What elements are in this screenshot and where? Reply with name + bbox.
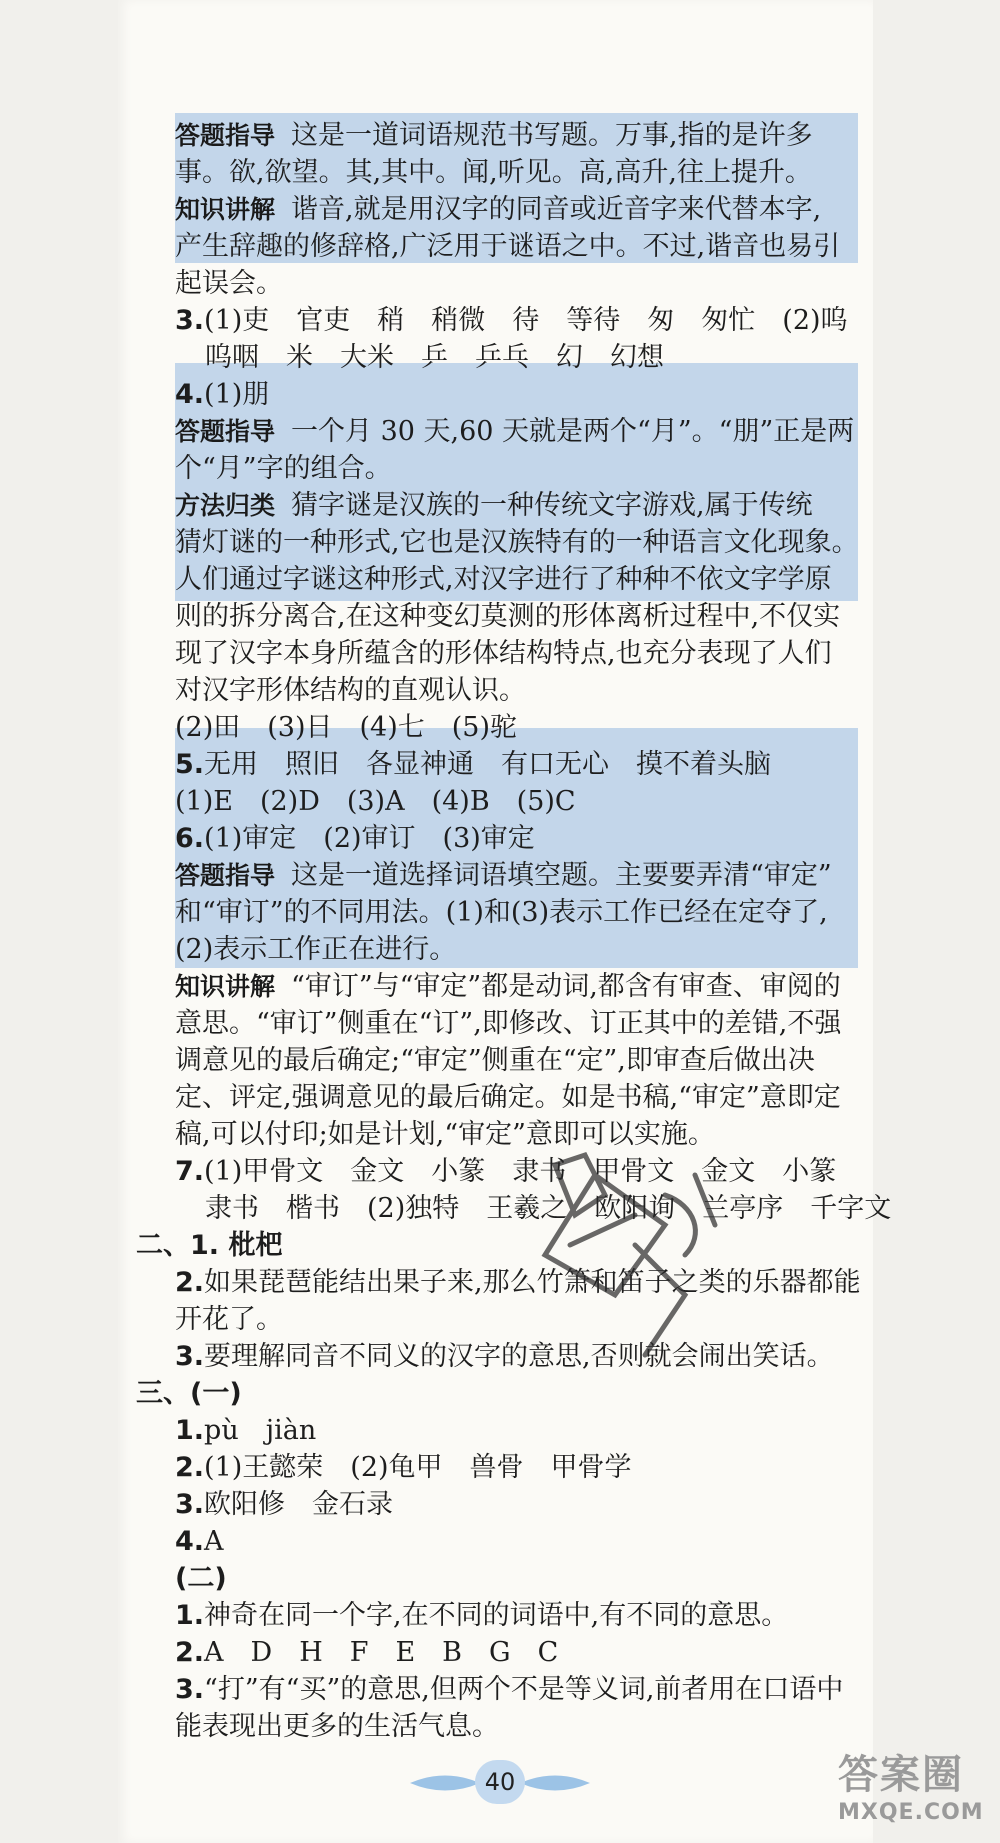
answer-line: 能表现出更多的生活气息。 [175, 1711, 499, 1742]
tag-method: 方法归类 [175, 491, 276, 520]
answer-line: 6.(1)审定 (2)审订 (3)审定 [175, 823, 535, 854]
text-line: 对汉字形体结构的直观认识。 [175, 675, 526, 706]
answer-line: 隶书 楷书 (2)独特 王羲之 欧阳询 兰亭序 千字文 [205, 1193, 892, 1224]
answer-line: 1.神奇在同一个字,在不同的词语中,有不同的意思。 [175, 1600, 789, 1631]
section-heading: 二、1. 枇杷 [136, 1230, 283, 1261]
page-number-badge [410, 1760, 590, 1806]
tag-knowledge: 知识讲解 [175, 195, 276, 224]
text-line: 调意见的最后确定;“审定”侧重在“定”,即审查后做出决 [175, 1045, 815, 1076]
answer-line: 2.A D H F E B G C [175, 1637, 559, 1668]
text-line: 起误会。 [175, 268, 283, 299]
answer-line: 3.(1)吏 官吏 稍 稍微 待 等待 匆 匆忙 (2)呜 [175, 305, 848, 336]
answer-line: (2)田 (3)日 (4)七 (5)驼 [175, 712, 517, 743]
answer-line: 5.无用 照旧 各显神通 有口无心 摸不着头脑 [175, 749, 772, 780]
guide-line: 答题指导 这是一道词语规范书写题。万事,指的是许多 [175, 120, 813, 151]
answer-line: 4.A [175, 1526, 224, 1557]
text-line: 产生辞趣的修辞格,广泛用于谜语之中。不过,谐音也易引 [175, 231, 841, 262]
text-line: 事。欲,欲望。其,其中。闻,听见。高,高升,往上提升。 [175, 157, 812, 188]
section-heading: (二) [175, 1563, 227, 1594]
guide-line: 答题指导 这是一道选择词语填空题。主要要弄清“审定” [175, 860, 832, 891]
answer-line: 3.要理解同音不同义的汉字的意思,否则就会闹出笑话。 [175, 1341, 834, 1372]
page-number: 40 [475, 1760, 525, 1804]
tag-answer-guide: 答题指导 [175, 417, 276, 446]
text-line: 稿,可以付印;如是计划,“审定”意即可以实施。 [175, 1119, 715, 1150]
tag-answer-guide: 答题指导 [175, 121, 276, 150]
text-line: 人们通过字谜这种形式,对汉字进行了种种不依文字学原 [175, 564, 832, 595]
text-line: 则的拆分离合,在这种变幻莫测的形体离析过程中,不仅实 [175, 601, 841, 632]
text-line: 猜灯谜的一种形式,它也是汉族特有的一种语言文化现象。 [175, 527, 859, 558]
answer-line: (1)E (2)D (3)A (4)B (5)C [175, 786, 576, 817]
stamp-mark [515, 1135, 745, 1385]
text-line: (2)表示工作正在进行。 [175, 934, 457, 965]
text-line: 意思。“审订”侧重在“订”,即修改、订正其中的差错,不强 [175, 1008, 842, 1039]
knowledge-line: 知识讲解 谐音,就是用汉字的同音或近音字来代替本字, [175, 194, 822, 225]
watermark-title: 答案圈 [838, 1752, 964, 1798]
answer-line: 2.如果琵琶能结出果子来,那么竹箫和笛子之类的乐器都能 [175, 1267, 861, 1298]
answer-line: 2.(1)王懿荣 (2)龟甲 兽骨 甲骨学 [175, 1452, 632, 1483]
text-line: 现了汉字本身所蕴含的形体结构特点,也充分表现了人们 [175, 638, 832, 669]
tag-answer-guide: 答题指导 [175, 861, 276, 890]
tag-knowledge: 知识讲解 [175, 972, 276, 1001]
text-line: 和“审订”的不同用法。(1)和(3)表示工作已经在定夺了, [175, 897, 828, 928]
answer-line: 7.(1)甲骨文 金文 小篆 隶书 甲骨文 金文 小篆 [175, 1156, 837, 1187]
watermark-url: MXQE.COM [838, 1800, 984, 1825]
answer-line: 呜咽 米 大米 乒 乒乓 幻 幻想 [205, 342, 664, 373]
answer-line: 3.欧阳修 金石录 [175, 1489, 394, 1520]
guide-line: 答题指导 一个月 30 天,60 天就是两个“月”。“朋”正是两 [175, 416, 855, 447]
method-line: 方法归类 猜字谜是汉族的一种传统文字游戏,属于传统 [175, 490, 813, 521]
answer-line: 开花了。 [175, 1304, 283, 1335]
text-line: 个“月”字的组合。 [175, 453, 392, 484]
answer-line: 3.“打”有“买”的意思,但两个不是等义词,前者用在口语中 [175, 1674, 844, 1705]
text-line: 定、评定,强调意见的最后确定。如是书稿,“审定”意即定 [175, 1082, 841, 1113]
watermark-logo [838, 1743, 988, 1833]
knowledge-line: 知识讲解 “审订”与“审定”都是动词,都含有审查、审阅的 [175, 971, 841, 1002]
section-heading: 三、(一) [136, 1378, 242, 1409]
answer-line: 4.(1)朋 [175, 379, 270, 410]
answer-line: 1.pù jiàn [175, 1415, 317, 1446]
